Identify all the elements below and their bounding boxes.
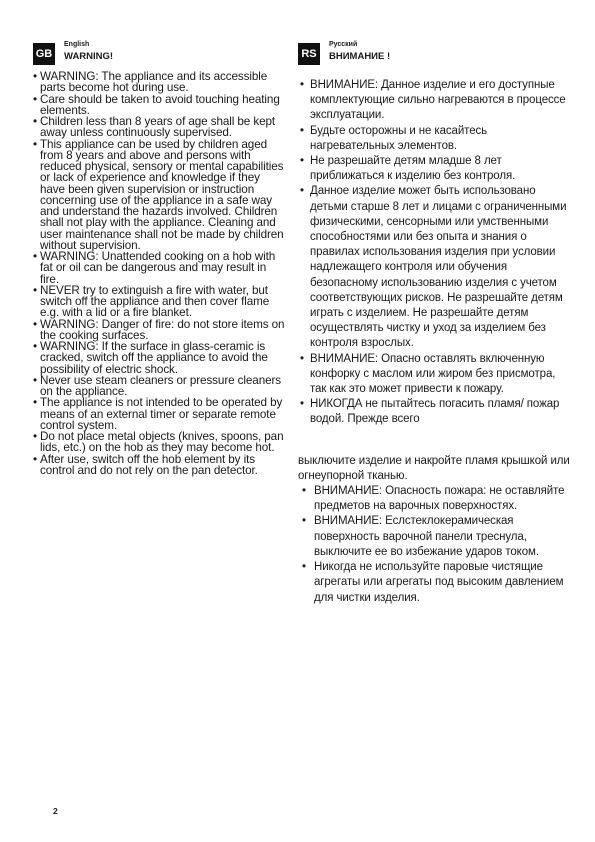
list-item: • After use, switch off the hob element by its control and do not rely on the pan detector.: [33, 452, 258, 477]
list-item: • Care should be taken to avoid touching heating elements.: [33, 92, 280, 117]
list-item: • Никогда не используйте паровые чистящие агрегаты или агрегаты под высоким давлением для чистки изделия.: [302, 561, 564, 604]
language-label-english: English: [64, 41, 90, 48]
list-item: • WARNING: Danger of fire: do not store items on the cooking surfaces.: [33, 317, 285, 342]
list-item: • Never use steam cleaners or pressure cleaners on the appliance.: [33, 373, 282, 398]
list-item: • Children less than 8 years of age shall be kept away unless continuously supervised.: [33, 115, 276, 140]
list-item: • WARNING: Unattended cooking on a hob with fat or oil can be dangerous and may result in fire.: [33, 250, 276, 286]
list-item: • Не разрешайте детям младше 8 лет приближаться к изделию без контроля.: [300, 155, 516, 183]
list-item: • WARNING: The appliance and its accessible parts become hot during use.: [33, 70, 268, 95]
list-item: • The appliance is not intended to be operated by means of an external timer or separate remote control system.: [33, 396, 283, 432]
list-item: • ВНИМАНИЕ: Еслстеклокерамическая поверхность варочной панели треснула, выключите ее во избежание ударов током.: [302, 515, 539, 558]
language-badge-rs: RS: [298, 43, 320, 65]
english-warning-list: [33, 71, 285, 476]
list-item: • NEVER try to extinguish a fire with water, but switch off the appliance and then cover flame e.g. with a lid or a fire blanket.: [33, 283, 270, 320]
list-item: • WARNING: If the surface in glass-ceramic is cracked, switch off the appliance to avoid the possibility of electric shock.: [33, 340, 268, 376]
language-badge-gb: GB: [33, 43, 55, 65]
list-item: • НИКОГДА не пытайтесь погасить пламя/ пожар водой. Прежде всего: [300, 398, 560, 426]
russian-warning-list-continued: [298, 484, 573, 606]
list-item: • Do not place metal objects (knives, spoons, pan lids, etc.) on the hob as they may become hot.: [33, 430, 284, 455]
list-item: • ВНИМАНИЕ: Опасно оставлять включенную конфорку с маслом или жиром без присмотра, так как это может привести к пожару.: [300, 352, 556, 396]
list-item: • This appliance can be used by children aged from 8 years and above and persons with reduced physical, sensory or mental capabilities or lack of experience and knowledge if they have been given supervision or instruction concerning use of the appliance in a safe way and understand the hazards involved. Children shall not play with the appliance. Cleaning and user maintenance shall not be made by children without supervision.: [33, 137, 284, 252]
russian-column: [298, 40, 573, 606]
list-item: • Будьте осторожны и не касайтесь нагревательных элементов.: [300, 124, 488, 152]
list-item: • ВНИМАНИЕ: Опасность пожара: не оставляйте предметов на варочных поверхностях.: [302, 485, 565, 513]
english-column: [33, 40, 285, 476]
russian-continuation: [298, 454, 573, 606]
list-item: • Данное изделие может быть использовано детьми старше 8 лет и лицами с ограниченными физическими, сенсорными или умственными способностями или без опыта и знания о правилах использования изделия при условии надлежащего контроля или обучения безопасному использованию изделия с учетом соответствующих рисков. Не разрешайте детям играть с изделием. Не разрешайте детям осуществлять чистку и уход за изделием без контроля взрослых.: [300, 185, 567, 350]
warning-heading-english: WARNING!: [64, 51, 114, 62]
russian-header: [298, 40, 573, 64]
language-label-russian: Русский: [329, 41, 358, 48]
page-number: 2: [53, 806, 58, 816]
warning-heading-russian: ВНИМАНИЕ !: [329, 51, 391, 62]
russian-warning-list: [298, 78, 573, 428]
list-item: • ВНИМАНИЕ: Данное изделие и его доступные комплектующие сильно нагреваются в процессе эксплуатации.: [300, 79, 566, 122]
english-header: [33, 40, 285, 64]
continuation-text: выключите изделие и накройте пламя крышкой или огнеупорной тканью.: [298, 454, 570, 482]
